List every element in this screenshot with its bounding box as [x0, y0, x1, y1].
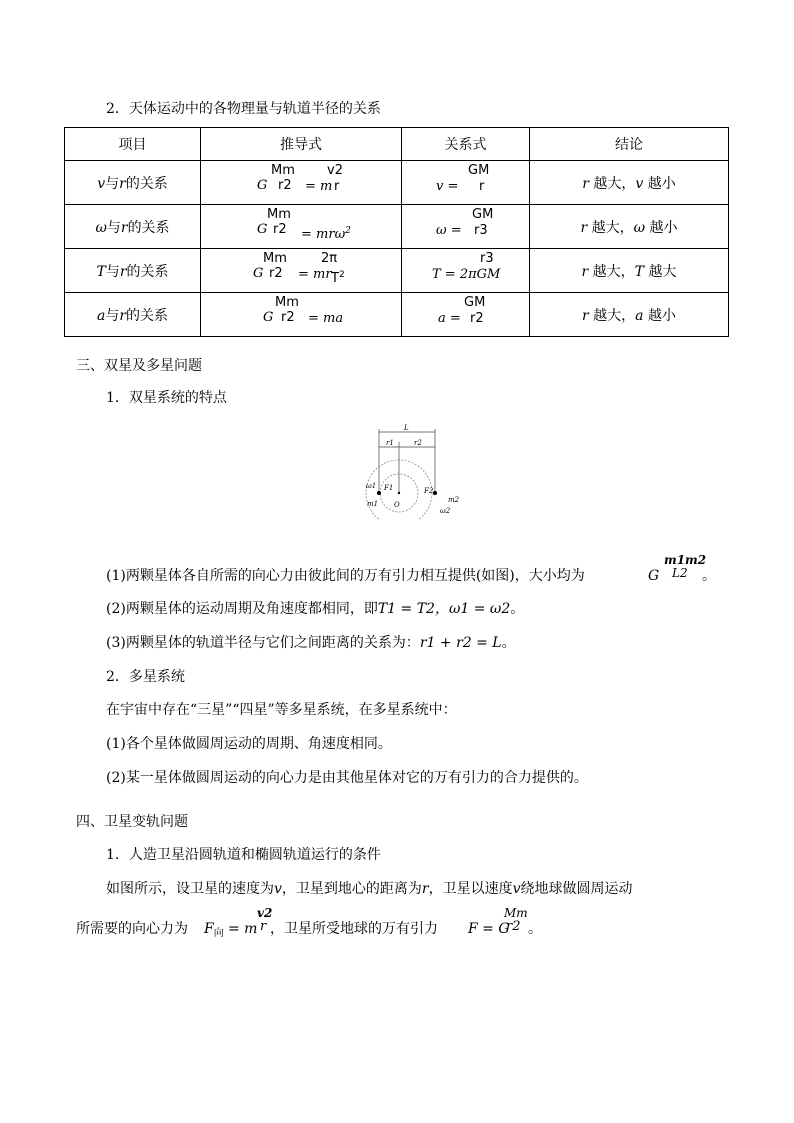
section-4-1-title: 1．人造卫星沿圆轨道和椭圆轨道运行的条件 [106, 847, 381, 863]
paragraph-binary-radius: (3)两颗星体的轨道半径与它们之间距离的关系为：r1 + r2 = L。 [106, 635, 516, 651]
table-row [65, 161, 729, 205]
formula-numerator: m1m2 [664, 553, 707, 567]
relation-cell: GM a = r2 [402, 293, 530, 337]
formula-G: G [648, 568, 660, 584]
label-L: L [404, 424, 409, 432]
label-O: O [394, 501, 400, 509]
paragraph-multistar-2: (2)某一星体做圆周运动的向心力是由其他星体对它的万有引力的合力提供的。 [106, 770, 588, 786]
relation-cell: GM ω = r3 [402, 205, 530, 249]
relation-cell: r3 T = 2πGM [402, 249, 530, 293]
table-header-row [65, 128, 729, 161]
item-cell: T与r的关系 [65, 249, 201, 293]
derivation-cell: Mm G r2 = mrω$^2$ [201, 205, 402, 249]
center-o [398, 492, 400, 494]
star-m1 [377, 491, 381, 495]
item-cell: a与r的关系 [65, 293, 201, 337]
label-F1: F1 [384, 484, 394, 492]
gravity-denominator: r2 [506, 919, 521, 934]
relation-cell: GM v = r [402, 161, 530, 205]
header-relation: 关系式 [402, 128, 530, 161]
binary-star-figure [360, 420, 470, 520]
label-r1: r1 [386, 439, 394, 447]
label-w1: ω1 [366, 482, 377, 490]
label-m1: m1 [367, 500, 379, 508]
paragraph-end: 。 [528, 921, 542, 937]
conclusion-cell: r 越大，ω 越小 [530, 205, 729, 249]
star-m2 [433, 491, 437, 495]
paragraph-satellite-1: 如图所示，设卫星的速度为v，卫星到地心的距离为r，卫星以速度v绕地球做圆周运动 [106, 881, 633, 897]
paragraph-binary-force: (1)两颗星体各自所需的向心力由彼此间的万有引力相互提供(如图)，大小均为 [106, 568, 585, 584]
force-symbol: $F_向$ [204, 921, 224, 939]
derivation-cell: Mm v2 G r2 = m r [201, 161, 402, 205]
header-item: 项目 [65, 128, 201, 161]
section-3-title: 三、双星及多星问题 [76, 358, 202, 374]
relation-table [64, 127, 729, 337]
paragraph-multistar-1: (1)各个星体做圆周运动的周期、角速度相同。 [106, 736, 392, 752]
item-cell: v与r的关系 [65, 161, 201, 205]
header-derivation: 推导式 [201, 128, 402, 161]
conclusion-cell: r 越大，T 越大 [530, 249, 729, 293]
gravity-numerator: Mm [504, 906, 528, 920]
table-row [65, 293, 729, 337]
label-w2: ω2 [440, 507, 451, 515]
table-row [65, 205, 729, 249]
paragraph-multistar-intro: 在宇宙中存在“三星”“四星”等多星系统，在多星系统中： [106, 702, 457, 718]
section-2-title: 2．天体运动中的各物理量与轨道半径的关系 [106, 101, 381, 117]
paragraph-binary-period: (2)两颗星体的运动周期及角速度都相同，即T1 = T2，ω1 = ω2。 [106, 601, 525, 617]
conclusion-cell: r 越大，a 越小 [530, 293, 729, 337]
section-4-title: 四、卫星变轨问题 [76, 814, 188, 830]
derivation-cell: Mm G r2 = ma [201, 293, 402, 337]
centripetal-numerator: v2 [257, 906, 273, 920]
centripetal-denominator: r [260, 919, 267, 934]
gravity-eq: F = G [468, 921, 510, 937]
derivation-cell: Mm 2π G r2 = mr $T^2$ [201, 249, 402, 293]
label-F2: F2 [424, 487, 434, 495]
table-row [65, 249, 729, 293]
item-cell: ω与r的关系 [65, 205, 201, 249]
paragraph-satellite-2b: ，卫星所受地球的万有引力 [270, 921, 438, 937]
section-3-1-title: 1．双星系统的特点 [106, 390, 227, 406]
label-m2: m2 [448, 496, 460, 504]
header-conclusion: 结论 [530, 128, 729, 161]
paragraph-satellite-2: 所需要的向心力为 [76, 921, 188, 937]
formula-end: 。 [702, 568, 716, 584]
section-3-2-title: 2．多星系统 [106, 669, 185, 685]
label-r2: r2 [414, 439, 422, 447]
conclusion-cell: r 越大，v 越小 [530, 161, 729, 205]
centripetal-eq: = m [228, 921, 258, 937]
formula-denominator: L2 [672, 566, 688, 580]
